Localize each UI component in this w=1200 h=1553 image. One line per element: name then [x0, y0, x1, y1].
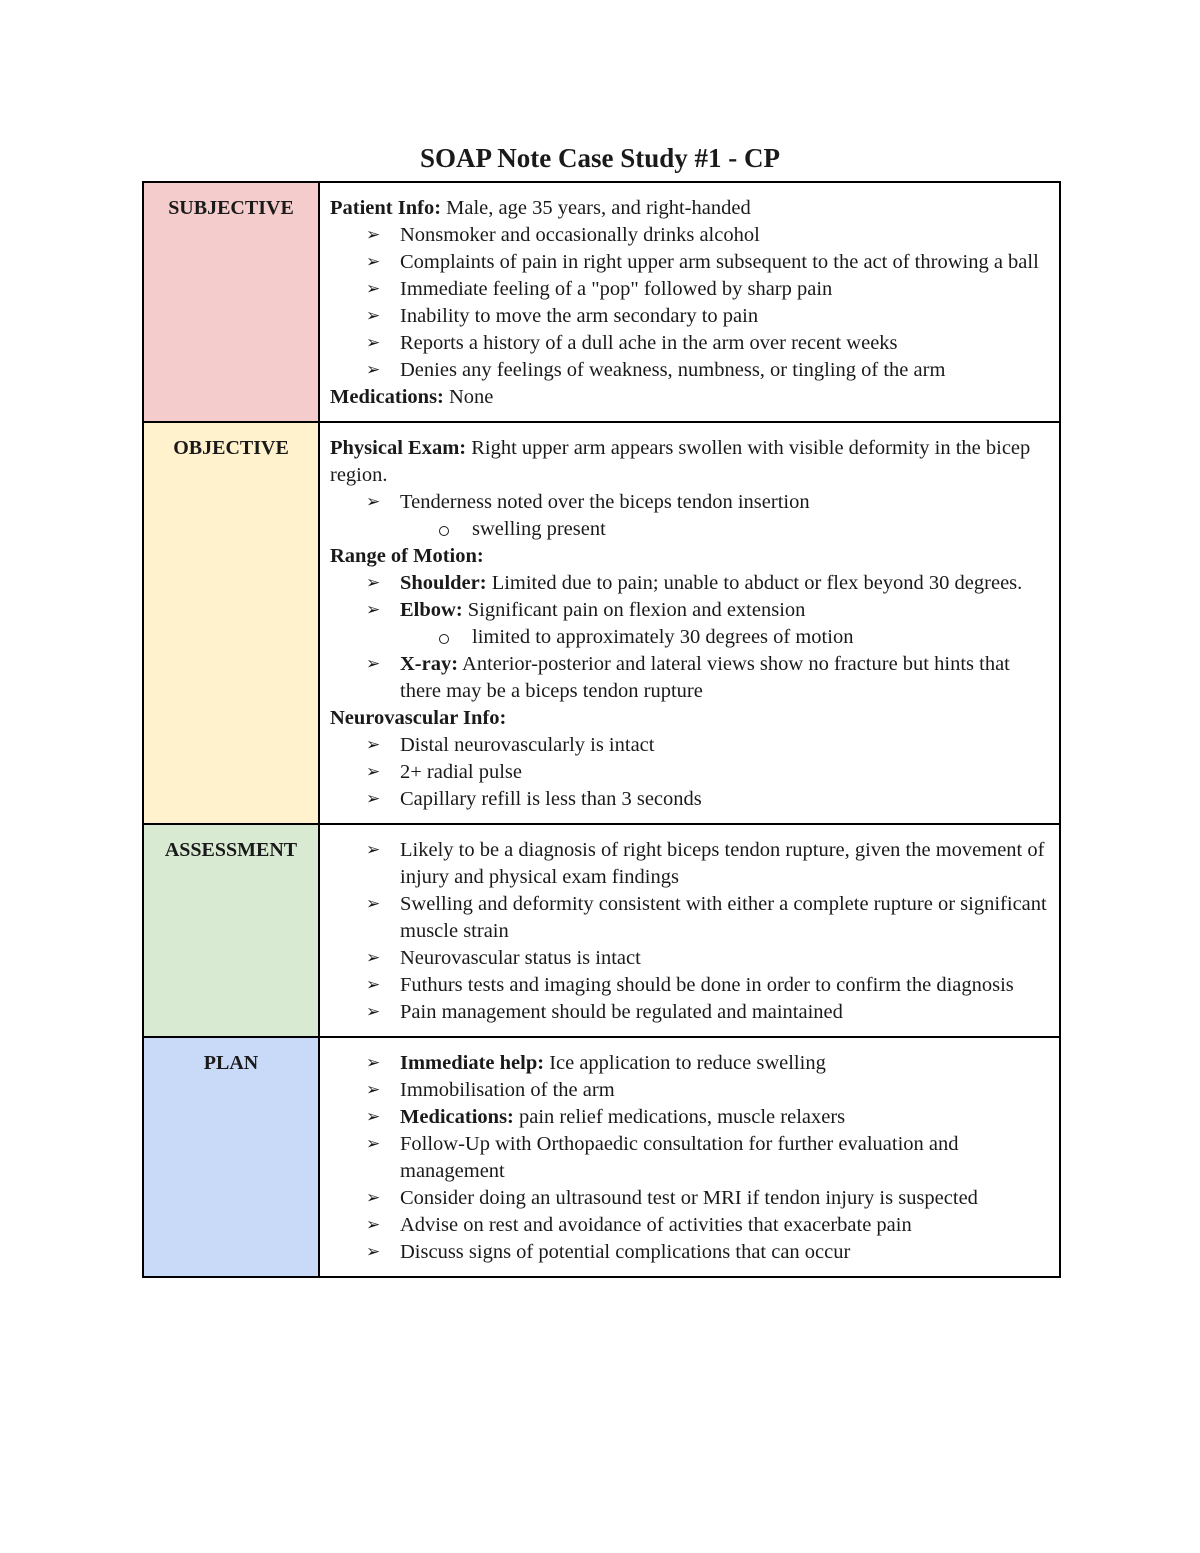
subjective-row	[143, 182, 1060, 422]
sub-list-item: limited to approximately 30 degrees of motion	[400, 624, 1049, 651]
physical-exam-bullets	[330, 489, 1049, 543]
medications-line	[330, 384, 1049, 411]
list-item: ➢ Denies any feelings of weakness, numbness, or tingling of the arm	[330, 357, 1049, 384]
immediate-help-label: Immediate help:	[400, 1052, 545, 1074]
tenderness-text: Tenderness noted over the biceps tendon insertion	[400, 491, 810, 513]
medications-value: None	[443, 386, 494, 408]
tenderness-sub-list	[400, 516, 1049, 543]
list-item	[330, 1050, 1049, 1077]
sub-list-item: swelling present	[400, 516, 1049, 543]
list-item: ➢ Distal neurovascularly is intact	[330, 732, 1049, 759]
objective-content	[319, 422, 1060, 824]
list-item: ➢ Capillary refill is less than 3 seconds	[330, 786, 1049, 813]
physical-exam-value: Right upper arm appears swollen with visible deformity in the bicep region.	[330, 437, 1031, 486]
list-item: ➢ Advise on rest and avoidance of activities that exacerbate pain	[330, 1212, 1049, 1239]
list-item: ➢ Futhurs tests and imaging should be done in order to confirm the diagnosis	[330, 972, 1049, 999]
shoulder-value: Limited due to pain; unable to abduct or flex beyond 30 degrees.	[486, 572, 1023, 594]
objective-row	[143, 422, 1060, 824]
list-item	[330, 570, 1049, 597]
plan-medications-value: pain relief medications, muscle relaxers	[513, 1106, 846, 1128]
list-item	[330, 651, 1049, 705]
list-item	[330, 597, 1049, 651]
list-item: ➢ Nonsmoker and occasionally drinks alcohol	[330, 222, 1049, 249]
subjective-content	[319, 182, 1060, 422]
plan-content	[319, 1037, 1060, 1277]
list-item: ➢ Neurovascular status is intact	[330, 945, 1049, 972]
xray-label: X-ray:	[400, 653, 459, 675]
objective-label: OBJECTIVE	[143, 422, 319, 824]
patient-info-label: Patient Info:	[330, 197, 442, 219]
assessment-row	[143, 824, 1060, 1037]
physical-exam-line	[330, 435, 1049, 489]
list-item: ➢ Immobilisation of the arm	[330, 1077, 1049, 1104]
list-item: ➢ Pain management should be regulated and maintained	[330, 999, 1049, 1026]
medications-label: Medications:	[330, 386, 444, 408]
elbow-sub-list	[400, 624, 1049, 651]
neurovascular-label: Neurovascular Info:	[330, 707, 507, 729]
list-item: ➢ 2+ radial pulse	[330, 759, 1049, 786]
neurovascular-bullets	[330, 732, 1049, 813]
elbow-value: Significant pain on flexion and extension	[462, 599, 806, 621]
list-item: ➢ Follow-Up with Orthopaedic consultation for further evaluation and management	[330, 1131, 1049, 1185]
list-item: ➢ Likely to be a diagnosis of right biceps tendon rupture, given the movement of injury and physical exam findings	[330, 837, 1049, 891]
plan-medications-label: Medications:	[400, 1106, 514, 1128]
plan-bullets	[330, 1050, 1049, 1266]
assessment-bullets	[330, 837, 1049, 1026]
page-title: SOAP Note Case Study #1 - CP	[419, 143, 780, 173]
list-item: ➢ Consider doing an ultrasound test or MRI if tendon injury is suspected	[330, 1185, 1049, 1212]
list-item	[330, 1104, 1049, 1131]
plan-row	[143, 1037, 1060, 1277]
list-item	[330, 489, 1049, 543]
patient-info-line	[330, 195, 1049, 222]
physical-exam-label: Physical Exam:	[330, 437, 467, 459]
range-of-motion-bullets	[330, 570, 1049, 705]
patient-info-value: Male, age 35 years, and right-handed	[441, 197, 751, 219]
list-item: ➢ Discuss signs of potential complications that can occur	[330, 1239, 1049, 1266]
subjective-label: SUBJECTIVE	[143, 182, 319, 422]
list-item: ➢ Inability to move the arm secondary to pain	[330, 303, 1049, 330]
subjective-bullets	[330, 222, 1049, 384]
xray-value: Anterior-posterior and lateral views show no fracture but hints that there may be a biceps tendon rupture	[400, 653, 1010, 702]
immediate-help-value: Ice application to reduce swelling	[544, 1052, 826, 1074]
list-item: ➢ Reports a history of a dull ache in the arm over recent weeks	[330, 330, 1049, 357]
assessment-label: ASSESSMENT	[143, 824, 319, 1037]
list-item: ➢ Immediate feeling of a "pop" followed by sharp pain	[330, 276, 1049, 303]
list-item: ➢ Swelling and deformity consistent with either a complete rupture or significant muscle strain	[330, 891, 1049, 945]
list-item: ➢ Complaints of pain in right upper arm subsequent to the act of throwing a ball	[330, 249, 1049, 276]
plan-label: PLAN	[143, 1037, 319, 1277]
assessment-content	[319, 824, 1060, 1037]
elbow-label: Elbow:	[400, 599, 463, 621]
shoulder-label: Shoulder:	[400, 572, 487, 594]
range-of-motion-label: Range of Motion:	[330, 545, 484, 567]
soap-table	[142, 181, 1061, 1278]
